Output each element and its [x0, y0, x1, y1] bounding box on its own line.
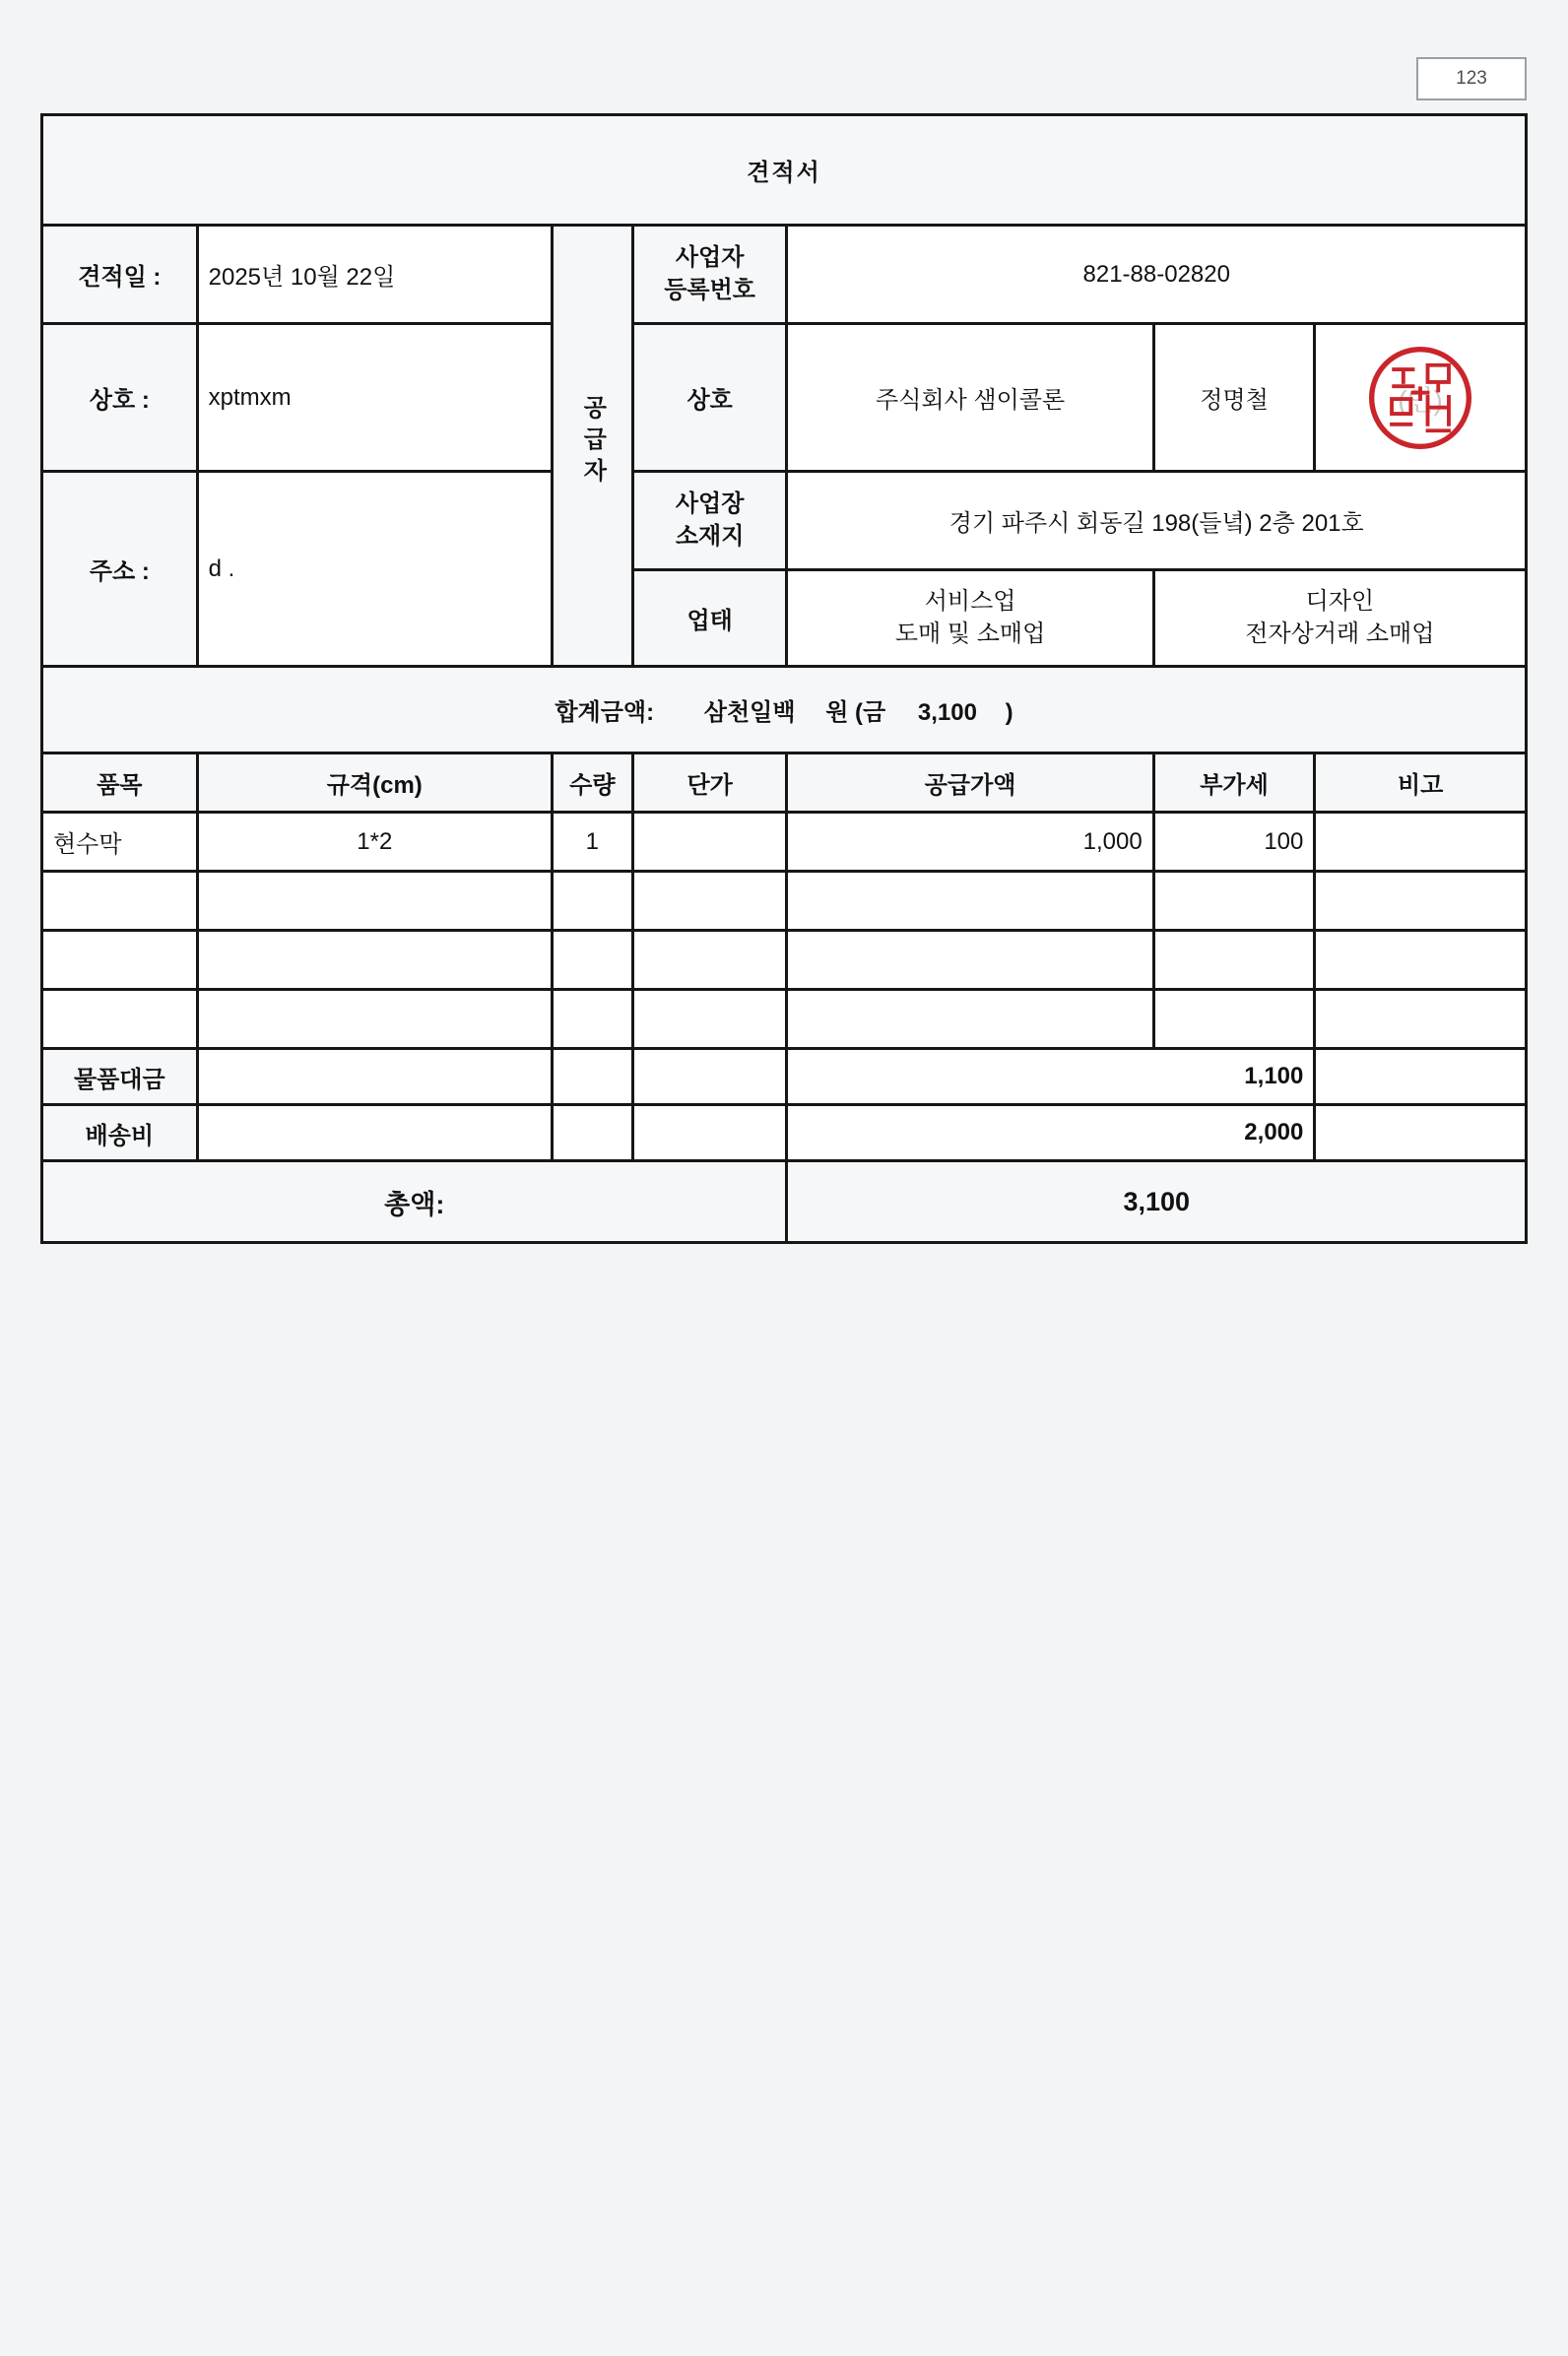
item-supply	[787, 931, 1153, 990]
table-row	[42, 813, 1527, 872]
supplier-name-value: 주식회사 샘이콜론	[787, 324, 1153, 472]
item-spec	[197, 872, 552, 931]
total-amount-number: 3,100	[917, 699, 977, 726]
supplier-ceo-name: 정명철	[1153, 324, 1315, 472]
col-header-vat: 부가세	[1153, 753, 1315, 813]
doc-title: 견적서	[42, 115, 1527, 226]
item-vat	[1153, 931, 1315, 990]
empty-cell	[632, 1049, 787, 1105]
biz-type-right	[1153, 570, 1526, 667]
item-name	[42, 872, 198, 931]
item-note	[1315, 990, 1527, 1049]
grand-total-amount: 3,100	[787, 1161, 1527, 1243]
item-spec	[197, 990, 552, 1049]
total-amount-line	[42, 667, 1527, 753]
shipping-fee-amount: 2,000	[787, 1105, 1315, 1161]
biz-right-line2: 전자상거래 소매업	[1245, 620, 1435, 647]
supplier-name-label: 상호	[632, 324, 787, 472]
reg-number-label	[632, 226, 787, 324]
page-number-badge	[1416, 57, 1527, 100]
item-qty	[552, 872, 632, 931]
item-price	[632, 813, 787, 872]
col-header-note: 비고	[1315, 753, 1527, 813]
customer-name-label: 상호 :	[42, 324, 198, 472]
total-amount-label: 합계금액:	[555, 699, 655, 726]
company-seal-stamp-icon	[1362, 340, 1478, 456]
shipping-fee-label: 배송비	[42, 1105, 198, 1161]
quotation-document	[40, 113, 1528, 1244]
customer-addr-value: d .	[197, 472, 552, 667]
supplier-vertical-text: 공급자	[578, 395, 606, 490]
item-qty	[552, 931, 632, 990]
item-supply: 1,000	[787, 813, 1153, 872]
item-qty	[552, 990, 632, 1049]
item-vat	[1153, 990, 1315, 1049]
biz-right-line1: 디자인	[1305, 588, 1375, 616]
total-amount-close: )	[1005, 699, 1013, 726]
site-value: 경기 파주시 회동길 198(들녘) 2층 201호	[787, 472, 1527, 570]
item-name	[42, 990, 198, 1049]
col-header-spec: 규격(cm)	[197, 753, 552, 813]
reg-label-line2: 등록번호	[664, 276, 755, 303]
item-name: 현수막	[42, 813, 198, 872]
empty-cell	[1315, 1105, 1527, 1161]
empty-cell	[197, 1105, 552, 1161]
empty-cell	[197, 1049, 552, 1105]
item-price	[632, 931, 787, 990]
site-label	[632, 472, 787, 570]
site-label-line1: 사업장	[675, 491, 745, 518]
item-supply	[787, 990, 1153, 1049]
reg-number-value: 821-88-02820	[787, 226, 1527, 324]
table-row	[42, 931, 1527, 990]
customer-addr-label: 주소 :	[42, 472, 198, 667]
col-header-supply: 공급가액	[787, 753, 1153, 813]
quote-date-label: 견적일 :	[42, 226, 198, 324]
item-note	[1315, 872, 1527, 931]
grand-total-label: 총액:	[42, 1161, 787, 1243]
empty-cell	[1315, 1049, 1527, 1105]
item-supply	[787, 872, 1153, 931]
table-row	[42, 872, 1527, 931]
item-price	[632, 872, 787, 931]
item-name	[42, 931, 198, 990]
item-vat	[1153, 872, 1315, 931]
item-note	[1315, 931, 1527, 990]
empty-cell	[552, 1049, 632, 1105]
page-number: 123	[1456, 68, 1487, 89]
table-row	[42, 990, 1527, 1049]
customer-name-value: xptmxm	[197, 324, 552, 472]
item-vat: 100	[1153, 813, 1315, 872]
col-header-qty: 수량	[552, 753, 632, 813]
col-header-price: 단가	[632, 753, 787, 813]
company-seal-cell	[1315, 324, 1527, 472]
biz-type-left	[787, 570, 1153, 667]
reg-label-line1: 사업자	[675, 244, 745, 272]
empty-cell	[632, 1105, 787, 1161]
grand-total-row	[42, 1161, 1527, 1243]
site-label-line2: 소재지	[675, 522, 745, 550]
biz-type-label: 업태	[632, 570, 787, 667]
item-price	[632, 990, 787, 1049]
goods-fee-label: 물품대금	[42, 1049, 198, 1105]
empty-cell	[552, 1105, 632, 1161]
quote-date-value: 2025년 10월 22일	[197, 226, 552, 324]
shipping-fee-row	[42, 1105, 1527, 1161]
goods-fee-amount: 1,100	[787, 1049, 1315, 1105]
total-amount-unit: 원 (금	[825, 699, 886, 726]
item-qty: 1	[552, 813, 632, 872]
quotation-table	[40, 113, 1528, 1244]
col-header-item: 품목	[42, 753, 198, 813]
biz-left-line2: 도매 및 소매업	[894, 620, 1046, 647]
item-spec: 1*2	[197, 813, 552, 872]
seal-watermark: (인)	[1398, 384, 1443, 416]
biz-left-line1: 서비스업	[924, 588, 1016, 616]
item-note	[1315, 813, 1527, 872]
item-spec	[197, 931, 552, 990]
goods-fee-row	[42, 1049, 1527, 1105]
total-amount-korean: 삼천일백	[703, 699, 796, 726]
supplier-vertical-label	[552, 226, 632, 667]
